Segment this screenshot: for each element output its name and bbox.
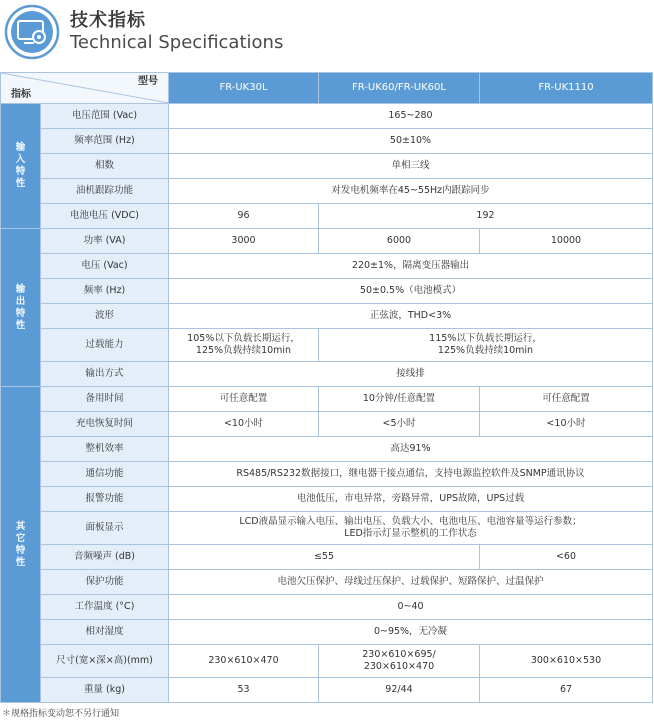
spec-label: 备用时间 [41,387,169,412]
model-header: FR-UK60/FR-UK60L [319,73,480,104]
gear-check-icon [4,4,60,60]
corner-spec-label: 指标 [11,89,31,100]
spec-value: 50±0.5%（电池模式） [169,279,653,304]
spec-label: 报警功能 [41,487,169,512]
spec-value: RS485/RS232数据接口，继电器干接点通信，支持电源监控软件及SNMP通讯协议 [169,462,653,487]
spec-value: <60 [480,545,653,570]
spec-value: 192 [319,204,653,229]
page-title-en: Technical Specifications [70,32,284,53]
group-input-label: 输 入 特 性 [1,104,41,229]
table-row [1,229,653,254]
spec-label: 充电恢复时间 [41,412,169,437]
spec-label: 功率 (VA) [41,229,169,254]
table-row [1,204,653,229]
spec-value: 165~280 [169,104,653,129]
spec-label: 整机效率 [41,437,169,462]
spec-label: 通信功能 [41,462,169,487]
model-header: FR-UK30L [169,73,319,104]
spec-label: 工作温度 (°C) [41,595,169,620]
spec-value: <10小时 [169,412,319,437]
spec-value: 53 [169,678,319,703]
spec-label: 音频噪声 (dB) [41,545,169,570]
spec-label: 电压范围 (Vac) [41,104,169,129]
table-row [1,570,653,595]
spec-value: 115%以下负载长期运行， 125%负载持续10min [319,329,653,362]
spec-label: 电压 (Vac) [41,254,169,279]
spec-value: 230×610×470 [169,645,319,678]
spec-value: 0~40 [169,595,653,620]
spec-value: LCD液晶显示输入电压、输出电压、负载大小、电池电压、电池容量等运行参数； LED指示灯显示整机的工作状态 [169,512,653,545]
table-row [1,129,653,154]
table-row [1,329,653,362]
spec-label: 尺寸(宽×深×高)(mm) [41,645,169,678]
spec-value: 220±1%，隔离变压器输出 [169,254,653,279]
table-row [1,254,653,279]
table-header-row [1,73,653,104]
spec-value: 300×610×530 [480,645,653,678]
group-other-label: 其 它 特 性 [1,387,41,703]
table-row [1,645,653,678]
table-row [1,620,653,645]
table-row [1,154,653,179]
corner-model-label: 型号 [138,76,158,87]
spec-value: <5小时 [319,412,480,437]
table-row [1,545,653,570]
table-row [1,437,653,462]
spec-value: 对发电机频率在45~55Hz内跟踪同步 [169,179,653,204]
spec-value: 67 [480,678,653,703]
table-row [1,462,653,487]
spec-label: 过载能力 [41,329,169,362]
spec-label: 保护功能 [41,570,169,595]
spec-value: 电池低压，市电异常，旁路异常，UPS故障，UPS过载 [169,487,653,512]
spec-label: 输出方式 [41,362,169,387]
spec-table [0,72,653,703]
spec-label: 波形 [41,304,169,329]
table-row [1,512,653,545]
spec-value: 3000 [169,229,319,254]
spec-value: 50±10% [169,129,653,154]
model-header: FR-UK1110 [480,73,653,104]
spec-value: 正弦波，THD<3% [169,304,653,329]
table-row [1,595,653,620]
spec-value: 可任意配置 [169,387,319,412]
table-row [1,362,653,387]
spec-label: 频率 (Hz) [41,279,169,304]
spec-value: 0~95%，无冷凝 [169,620,653,645]
spec-value: 10分钟/任意配置 [319,387,480,412]
table-row [1,412,653,437]
group-output-label: 输 出 特 性 [1,229,41,387]
spec-label: 油机跟踪功能 [41,179,169,204]
table-row [1,678,653,703]
spec-label: 重量 (kg) [41,678,169,703]
spec-label: 相数 [41,154,169,179]
spec-value: 可任意配置 [480,387,653,412]
spec-value: 6000 [319,229,480,254]
spec-value: 96 [169,204,319,229]
spec-label: 面板显示 [41,512,169,545]
table-row [1,304,653,329]
spec-value: 高达91% [169,437,653,462]
spec-value: 10000 [480,229,653,254]
table-row [1,487,653,512]
spec-value: 230×610×695/ 230×610×470 [319,645,480,678]
spec-value: 电池欠压保护、母线过压保护、过载保护、短路保护、过温保护 [169,570,653,595]
spec-value: ≤55 [169,545,480,570]
table-row [1,279,653,304]
corner-cell [1,73,169,104]
footnote: ＊规格指标变动恕不另行通知 [2,709,120,719]
table-row [1,179,653,204]
table-row [1,387,653,412]
spec-label: 电池电压 (VDC) [41,204,169,229]
spec-label: 频率范围 (Hz) [41,129,169,154]
spec-value: 接线排 [169,362,653,387]
spec-value: 105%以下负载长期运行， 125%负载持续10min [169,329,319,362]
spec-value: 单相三线 [169,154,653,179]
spec-value: <10小时 [480,412,653,437]
page-title-cn: 技术指标 [70,10,146,31]
spec-label: 相对湿度 [41,620,169,645]
page-header [0,0,654,66]
table-row [1,104,653,129]
spec-value: 92/44 [319,678,480,703]
